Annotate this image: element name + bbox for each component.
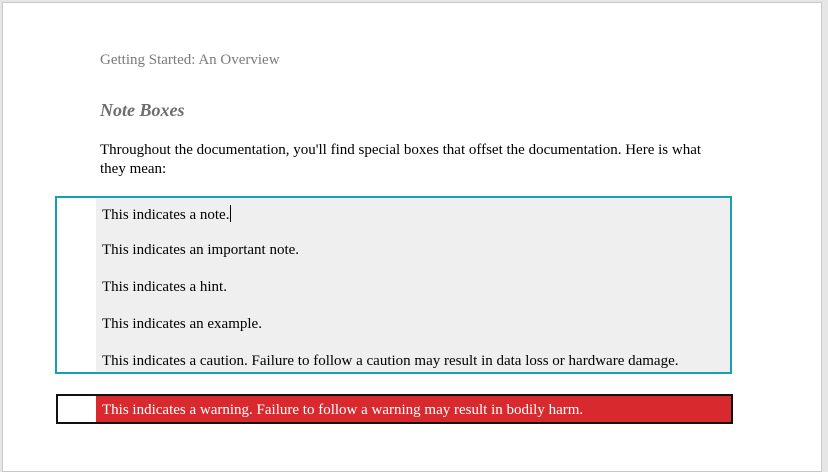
- important-note-line[interactable]: This indicates an important note.: [102, 242, 300, 258]
- note-line[interactable]: [102, 205, 231, 224]
- intro-paragraph[interactable]: Throughout the documentation, you'll find special boxes that offset the documentation. Here is what they mean:: [100, 142, 702, 177]
- note-text: This indicates a note.: [102, 207, 230, 223]
- example-line[interactable]: This indicates an example.: [102, 316, 262, 332]
- hint-line[interactable]: This indicates a hint.: [102, 279, 227, 295]
- section-heading: Note Boxes: [100, 100, 185, 120]
- caution-line[interactable]: This indicates a caution. Failure to follow a caution may result in data loss or hardware damage.: [102, 353, 679, 369]
- running-header: Getting Started: An Overview: [100, 52, 280, 68]
- warning-box[interactable]: [56, 394, 733, 424]
- warning-text[interactable]: This indicates a warning. Failure to follow a warning may result in bodily harm.: [102, 402, 584, 418]
- document-page[interactable]: [2, 2, 822, 472]
- note-boxes-frame[interactable]: [55, 196, 732, 374]
- text-cursor: [230, 205, 231, 222]
